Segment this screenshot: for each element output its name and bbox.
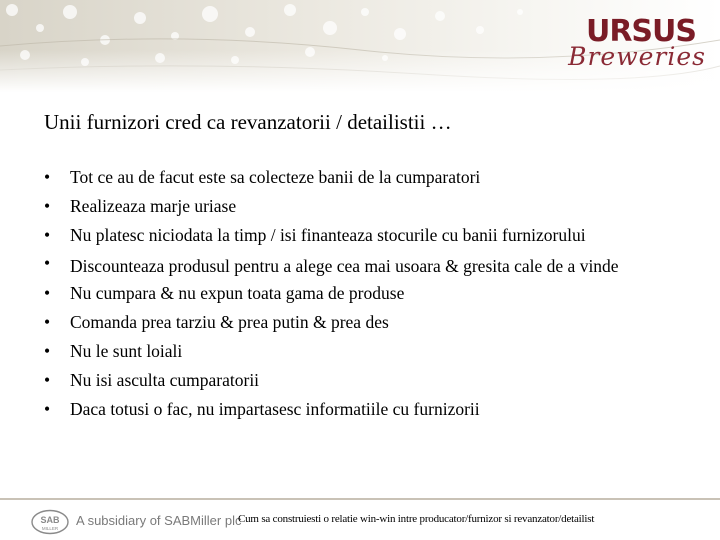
bullet-item [44,192,684,221]
bullet-text: Nu cumpara & nu expun toata gama de produse [70,283,405,303]
subsidiary-text: A subsidiary of SABMiller plc [76,513,242,528]
bullet-item [44,366,684,395]
bullet-text: Nu platesc niciodata la timp / isi finanteaza stocurile cu banii furnizorului [70,225,586,245]
bullet-item [44,163,684,192]
bullet-text: Discounteaza produsul pentru a alege cea mai usoara & gresita cale de a vinde [70,256,619,276]
bullet-text: Nu le sunt loiali [70,341,183,361]
bullet-item [44,221,684,250]
bullet-item [44,308,684,337]
bullet-dot: • [44,370,51,390]
svg-text:MILLER: MILLER [41,526,59,531]
bullet-dot: • [44,283,51,303]
bullet-text: Nu isi asculta cumparatorii [70,370,260,390]
bullet-dot: • [44,341,51,361]
bullet-dot: • [44,312,51,332]
bullet-dot: • [44,196,51,216]
bullet-item [44,279,684,308]
svg-text:SAB: SAB [40,515,60,525]
bullet-text: Daca totusi o fac, nu impartasesc informatiile cu furnizorii [70,399,480,419]
bullet-item [44,395,684,424]
bullet-list [44,163,684,424]
bullet-dot: • [44,167,51,187]
slide-title: Unii furnizori cred ca revanzatorii / detailistii … [44,110,452,134]
logo-text-breweries: Breweries [568,42,706,71]
bullet-item [44,250,684,279]
bullet-dot: • [44,225,51,245]
bullet-text: Realizeaza marje uriase [70,196,237,216]
logo-text-ursus: URSUS [585,14,696,49]
bullet-dot: • [44,253,51,273]
footer-caption: Cum sa construiesti o relatie win-win intre producator/furnizor si revanzator/detailist [238,513,595,525]
sabmiller-logo [30,509,70,535]
bullet-item [44,337,684,366]
bullet-text: Comanda prea tarziu & prea putin & prea des [70,312,389,332]
bullet-text: Tot ce au de facut este sa colecteze banii de la cumparatori [70,167,481,187]
ursus-breweries-logo [568,14,706,74]
bullet-dot: • [44,399,51,419]
footer-divider [0,498,720,500]
